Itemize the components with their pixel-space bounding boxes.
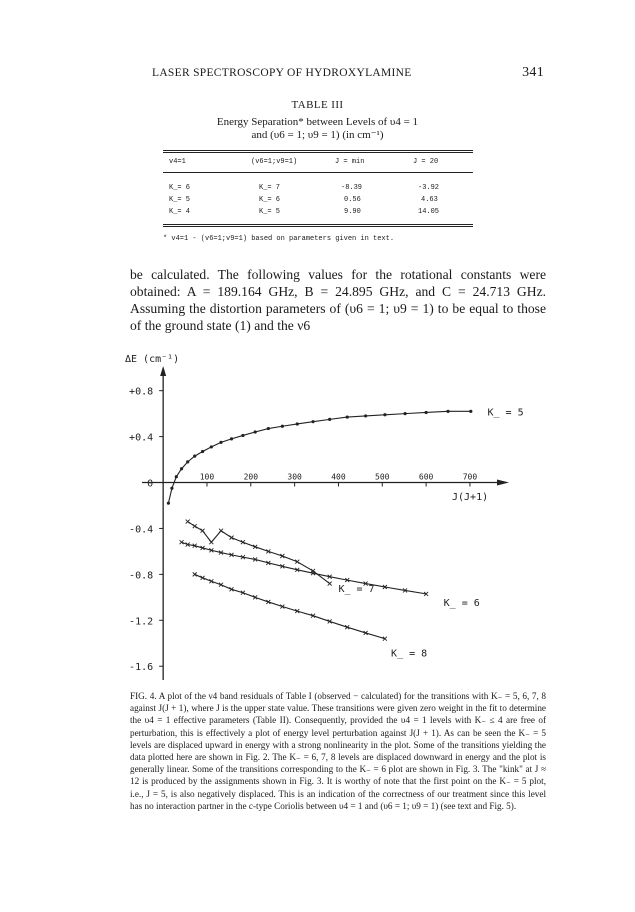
data-point <box>186 460 189 463</box>
chart-series <box>167 407 524 659</box>
running-head-title: LASER SPECTROSCOPY OF HYDROXYLAMINE <box>152 67 412 79</box>
x-tick-label: 500 <box>375 472 390 482</box>
data-point <box>383 413 386 416</box>
x-axis-arrow <box>497 480 509 486</box>
table-header-j20: J = 20 <box>413 158 439 166</box>
y-tick-label: -1.6 <box>129 662 154 674</box>
data-point <box>469 410 472 413</box>
series-label: K_ = 5 <box>487 407 524 419</box>
data-point <box>328 418 331 421</box>
data-point <box>193 572 197 576</box>
x-tick-label: 300 <box>287 472 302 482</box>
data-point <box>446 410 449 413</box>
table-cell: 4.63 <box>421 196 438 204</box>
data-point <box>193 524 197 528</box>
figure-caption: FIG. 4. A plot of the ν4 band residuals of Table I (observed − calculated) for the transitions with K₋ = 5, 6, 7, 8 against J(J + 1), where J is the upper state value. These transitions were given zero weight in the fit to determine the υ4 = 1 effective parameters (Table II). Consequently, provided the υ4 = 1 levels with K₋ ≤ 4 are free of perturbation, this is effectively a plot of energy level perturbation against J(J + 1). As can be seen the K₋ = 5 levels are displaced upward in energy with a strong nonlinearity in the plot. Some of the transitions yielding the data plotted here are shown in Fig. 2. The K₋ = 6, 7, 8 levels are displaced downward in energy and the plot is generally linear. Some of the transitions corresponding to the K₋ = 6 plot are shown in Fig. 3. The "kink" at J ≈ 12 is produced by the assignments shown in Fig. 3. It is worthy of note that the first point on the K₋ = 5 plot, i.e., J = 5, is also negatively displaced. This is an indication of the correctness of our treatment since this level has no interaction partner in the c-type Coriolis between υ4 = 1 and (υ6 = 1; υ9 = 1) (see text and Fig. 5). <box>130 691 546 811</box>
data-point <box>201 529 205 533</box>
table-header-jmin: J = min <box>335 158 365 166</box>
y-axis-arrow <box>160 366 166 376</box>
data-point <box>209 540 213 544</box>
table-title: TABLE III <box>291 99 344 111</box>
series-line <box>188 522 330 584</box>
table-cell: K_= 4 <box>169 208 191 216</box>
series-2 <box>186 520 332 586</box>
data-point <box>296 422 299 425</box>
data-point <box>267 427 270 430</box>
y-axis-label: ΔE (cm⁻¹) <box>125 354 180 365</box>
data-point <box>241 434 244 437</box>
data-point <box>219 529 223 533</box>
data-point <box>175 475 178 478</box>
series-label: K_ = 8 <box>391 648 428 660</box>
y-tick-label: +0.8 <box>129 386 154 398</box>
data-point <box>186 520 190 524</box>
series-1 <box>167 410 473 505</box>
data-point <box>254 430 257 433</box>
data-point <box>230 437 233 440</box>
table-cell: -3.92 <box>418 184 440 192</box>
data-point <box>311 420 314 423</box>
y-tick-label: -1.2 <box>129 616 154 628</box>
data-point <box>167 502 170 505</box>
data-point <box>219 441 222 444</box>
data-point <box>281 425 284 428</box>
data-point <box>193 455 196 458</box>
data-point <box>425 411 428 414</box>
table-cell: K_= 5 <box>259 208 281 216</box>
y-tick-label: +0.4 <box>129 432 154 444</box>
table-cell: 9.90 <box>344 208 361 216</box>
table-cell: 0.56 <box>344 196 361 204</box>
series-3 <box>180 540 429 596</box>
y-tick-label: -0.8 <box>129 570 154 582</box>
body-paragraph: be calculated. The following values for the rotational constants were obtained: A = 189.164 GHz, B = 24.895 GHz, and C = 24.713 GHz. Assuming the distortion parameters of (υ6 = 1; υ9 = 1) to be equal to those of the ground state (1) and the ν6 <box>130 267 546 333</box>
data-point <box>180 467 183 470</box>
table-cell: K_= 6 <box>169 184 191 192</box>
table-cell: -8.39 <box>341 184 363 192</box>
table-cell: K_= 7 <box>259 184 281 192</box>
y-tick-label: 0 <box>147 478 154 490</box>
data-point <box>201 450 204 453</box>
data-point <box>346 415 349 418</box>
table-caption-line-2: and (υ6 = 1; υ9 = 1) (in cm⁻¹) <box>251 129 384 141</box>
series-label: K_ = 6 <box>443 597 480 609</box>
data-point <box>210 445 213 448</box>
data-point <box>328 582 332 586</box>
x-tick-label: 100 <box>199 472 215 482</box>
x-tick-label: 200 <box>243 472 259 482</box>
chart-axes <box>142 366 509 680</box>
y-tick-label: -0.4 <box>129 524 154 536</box>
x-tick-label: 600 <box>418 472 434 482</box>
chart-ticks <box>129 387 477 674</box>
series-line <box>182 542 427 594</box>
x-tick-label: 400 <box>331 472 346 482</box>
table-header-v6v9: (v6=1;v9=1) <box>251 158 298 166</box>
table-cell: 14.05 <box>418 208 440 216</box>
data-point <box>364 414 367 417</box>
data-point <box>170 487 173 490</box>
x-tick-label: 700 <box>462 472 478 482</box>
series-label: K_ = 7 <box>338 584 375 596</box>
table-caption-line-1: Energy Separation* between Levels of υ4 = 1 <box>216 116 419 128</box>
table-footnote: * v4=1 - (v6=1;v9=1) based on parameters given in text. <box>163 235 395 243</box>
table-cell: K_= 6 <box>259 196 281 204</box>
table-cell: K_= 5 <box>169 196 191 204</box>
page-number: 341 <box>522 65 544 80</box>
x-axis-label: J(J+1) <box>452 492 489 503</box>
table-header-v4: v4=1 <box>169 158 186 166</box>
series-line <box>168 411 470 503</box>
data-point <box>403 412 406 415</box>
